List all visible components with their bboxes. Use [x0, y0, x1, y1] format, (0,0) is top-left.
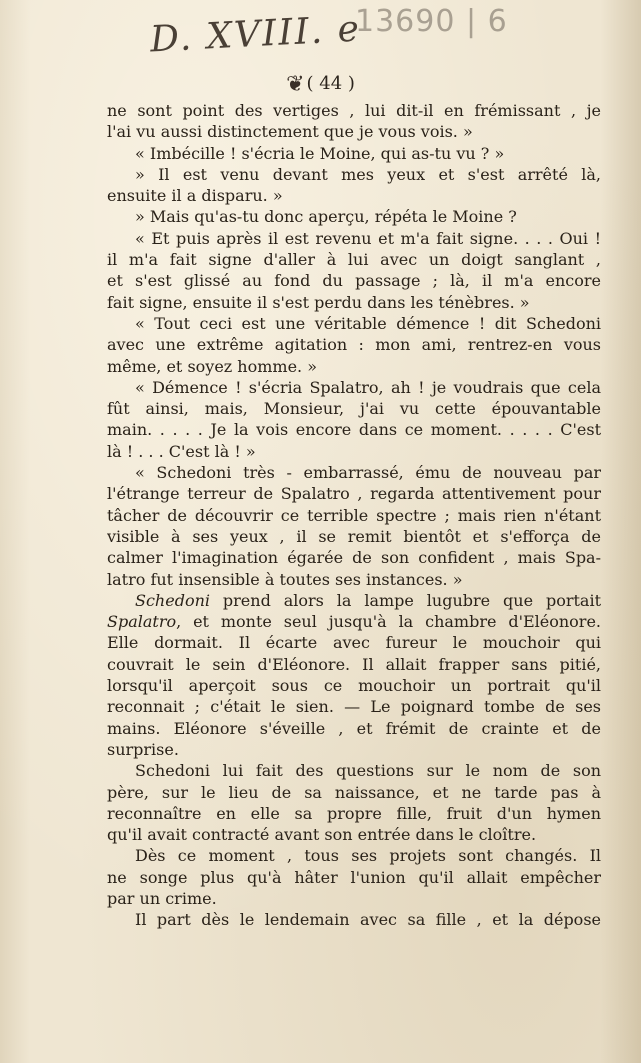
text-segment: , et monte seul jusqu'à la chambre d'Eléonore. — [176, 612, 601, 632]
text-line: ne sont point des vertiges , lui dit-il en frémissant , je — [107, 101, 601, 120]
text-line: « Démence ! s'écria Spalatro, ah ! je voudrais que cela — [135, 377, 601, 397]
text-line: l'étrange terreur de Spalatro , regarda attentivement pour — [107, 484, 601, 504]
body-text — [107, 100, 601, 931]
text-line: surprise. — [107, 739, 179, 759]
text-line: même, et soyez homme. » — [107, 356, 318, 376]
text-line: Elle dormait. Il écarte avec fureur le mouchoir qui — [107, 633, 601, 653]
text-line: fait signe, ensuite il s'est perdu dans les ténèbres. » — [107, 292, 530, 312]
italic-name: Spalatro — [107, 612, 177, 632]
text-line: calmer l'imagination égarée de son confident , mais Spa- — [107, 548, 601, 568]
text-line: mains. Eléonore s'éveille , et frémit de crainte et de — [107, 718, 601, 738]
stamped-inventory-number: 13690 | 6 — [355, 4, 508, 39]
page-header — [0, 72, 641, 97]
text-line: reconnaître en elle sa propre fille, fruit d'un hymen — [107, 803, 601, 823]
text-line: ensuite il a disparu. » — [107, 186, 283, 206]
text-line: père, sur le lieu de sa naissance, et ne tarde pas à — [107, 782, 601, 802]
text-line: ne songe plus qu'à hâter l'union qu'il allait empêcher — [107, 867, 601, 887]
text-line: « Schedoni très - embarrassé, ému de nouveau par — [135, 463, 601, 483]
text-line: Il part dès le lendemain avec sa fille , et la dépose — [135, 910, 601, 930]
text-line: avec une extrême agitation : mon ami, rentrez-en vous — [107, 335, 601, 355]
text-line: » Mais qu'as-tu donc aperçu, répéta le Moine ? — [135, 207, 517, 227]
text-segment: prend alors la lampe lugubre que portait — [210, 590, 601, 610]
text-line — [107, 611, 601, 632]
text-line: » Il est venu devant mes yeux et s'est arrêté là, — [135, 164, 601, 184]
text-line: tâcher de découvrir ce terrible spectre ; mais rien n'étant — [107, 505, 601, 525]
page-number: ( 44 ) — [306, 73, 355, 94]
text-line: Schedoni lui fait des questions sur le nom de son — [135, 761, 601, 781]
text-line: « Tout ceci est une véritable démence ! dit Schedoni — [135, 313, 601, 333]
text-line: il m'a fait signe d'aller à lui avec un doigt sanglant , — [107, 250, 601, 270]
text-line: fût ainsi, mais, Monsieur, j'ai vu cette épouvantable — [107, 399, 601, 419]
italic-name: Schedoni — [135, 590, 210, 610]
text-line: couvrait le sein d'Eléonore. Il allait frapper sans pitié, — [107, 654, 601, 674]
text-line: latro fut insensible à toutes ses instances. » — [107, 569, 463, 589]
text-line: lorsqu'il aperçoit sous ce mouchoir un portrait qu'il — [107, 676, 601, 696]
text-line: l'ai vu aussi distinctement que je vous vois. » — [107, 122, 473, 142]
text-line: reconnait ; c'était le sien. — Le poignard tombe de ses — [107, 697, 601, 717]
text-line — [107, 590, 601, 611]
text-line: visible à ses yeux , il se remit bientôt et s'efforça de — [107, 526, 601, 546]
fleuron-ornament-icon: ❦ — [286, 72, 305, 97]
text-line: « Imbécille ! s'écria le Moine, qui as-tu vu ? » — [135, 143, 505, 163]
text-line: main. . . . . Je la vois encore dans ce moment. . . . . C'est — [107, 420, 601, 440]
text-line: et s'est glissé au fond du passage ; là, il m'a encore — [107, 271, 601, 291]
text-line: qu'il avait contracté avant son entrée dans le cloître. — [107, 825, 537, 845]
text-line: par un crime. — [107, 888, 217, 908]
text-line: Dès ce moment , tous ses projets sont changés. Il — [135, 846, 601, 866]
text-line: « Et puis après il est revenu et m'a fait signe. . . . Oui ! — [135, 228, 601, 248]
handwritten-shelfmark: D. XVIII. e — [149, 8, 362, 61]
text-line: là ! . . . C'est là ! » — [107, 441, 256, 461]
